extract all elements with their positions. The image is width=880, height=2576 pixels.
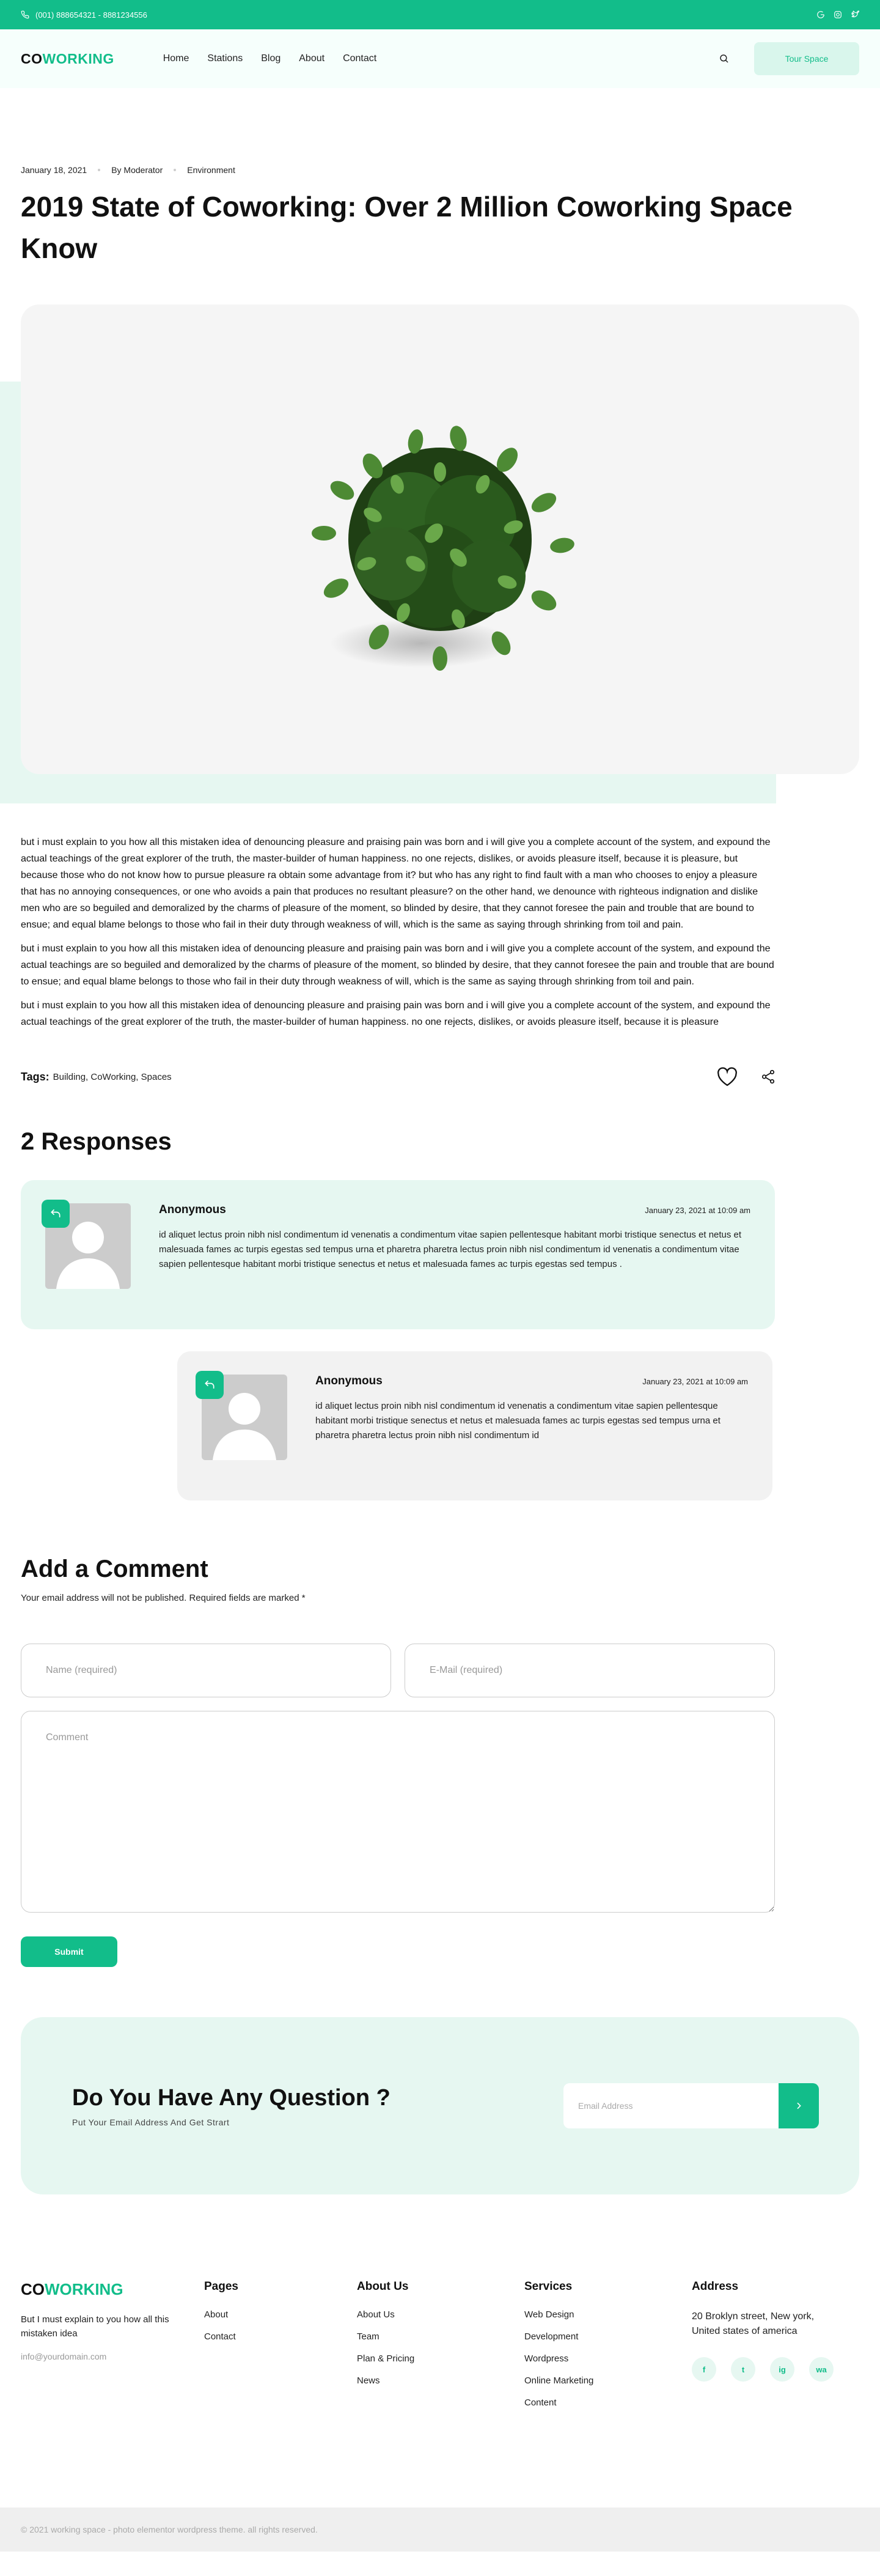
add-comment-title: Add a Comment: [21, 1556, 208, 1582]
name-field[interactable]: [21, 1644, 391, 1697]
article-meta: [21, 165, 859, 175]
article-author[interactable]: By Moderator: [111, 165, 163, 175]
footer-logo-co: CO: [21, 2280, 45, 2298]
email-field[interactable]: [405, 1644, 775, 1697]
site-logo[interactable]: [21, 51, 114, 67]
footer-aboutus-links: [357, 2309, 414, 2386]
responses-title: 2 Responses: [21, 1128, 172, 1155]
topbar: [0, 0, 880, 29]
topbar-phone[interactable]: [21, 10, 147, 20]
copyright-text: © 2021 working space - photo elementor wordpress theme. all rights reserved.: [21, 2525, 318, 2534]
comment-date: January 23, 2021 at 10:09 am: [642, 1376, 748, 1386]
whatsapp-icon[interactable]: wa: [809, 2357, 834, 2382]
footer-address: [692, 2280, 834, 2382]
nav-blog[interactable]: Blog: [261, 53, 281, 64]
post-actions: [716, 1067, 776, 1087]
instagram-icon[interactable]: [834, 10, 842, 19]
tour-space-button[interactable]: Tour Space: [754, 42, 859, 75]
footer-about: But I must explain to you how all this mistaken idea: [21, 2314, 169, 2339]
comment-header: [315, 1375, 748, 1388]
footer-link[interactable]: Plan & Pricing: [357, 2353, 415, 2364]
main-nav: [163, 53, 376, 64]
copyright-bar: [0, 2508, 880, 2552]
comment-card: [21, 1180, 775, 1329]
newsletter-section: [21, 2017, 859, 2194]
footer-pages: [204, 2280, 238, 2353]
article-title: 2019 State of Coworking: Over 2 Million Coworking Space Know: [21, 191, 793, 264]
nav-contact[interactable]: Contact: [343, 53, 377, 64]
footer-aboutus: [357, 2280, 414, 2397]
tags-row: [0, 1067, 797, 1087]
chevron-right-icon: [794, 2101, 804, 2111]
tags-label: Tags:: [21, 1070, 50, 1083]
search-icon[interactable]: [719, 53, 730, 64]
footer-pages-links: [204, 2309, 238, 2342]
newsletter-form: [563, 2083, 819, 2128]
tags-list[interactable]: Building, CoWorking, Spaces: [53, 1071, 172, 1082]
comment-author: Anonymous: [159, 1203, 226, 1216]
footer-pages-title: Pages: [204, 2280, 238, 2293]
instagram-icon[interactable]: ig: [770, 2357, 794, 2382]
footer-address-title: Address: [692, 2280, 739, 2293]
heart-icon[interactable]: [716, 1067, 738, 1087]
phone-number: (001) 888654321 - 8881234556: [35, 10, 147, 20]
comment-content: [159, 1203, 750, 1306]
comment-textarea[interactable]: [21, 1711, 775, 1913]
meta-separator: [98, 169, 100, 171]
newsletter-submit-button[interactable]: [779, 2083, 819, 2128]
article-paragraph: but i must explain to you how all this mistaken idea of denouncing pleasure and praising pain was born and i will give you a complete account of the system, and expound the actual teachings of the great explorer of the truth, the master-builder of human happiness. no one rejects, dislikes, or avoids pleasure itself, because it is pleasure, but because those who do not know how to pursue pleasure ra obtain some advantage from it? but who has any right to find fault with a man who chooses to enjoy a pleasure that has no annoying consequences, or one who avoids a pain that produces no resultant pleasure? on the other hand, we denounce with righteous indignation and dislike men who are so beguiled and demoralized by the charms of pleasure of the moment, so blinded by desire, that they cannot foresee the pain and trouble that are bound to ensue; and equal blame belongs to those who fail in their duty through weakness of will, which is the same as saying through shrinking from toil and pain.: [21, 837, 771, 930]
reply-icon: [50, 1208, 62, 1220]
footer-link[interactable]: Web Design: [524, 2309, 574, 2320]
article-body: [0, 806, 797, 1030]
phone-icon: [21, 10, 29, 19]
comment-content: [315, 1375, 748, 1477]
footer-services-title: Services: [524, 2280, 573, 2293]
footer-services-links: [524, 2309, 593, 2408]
logo-co: CO: [21, 50, 43, 67]
article-paragraph: but i must explain to you how all this mistaken idea of denouncing pleasure and praising pain was born and i will give you a complete account of the system, and expound the actual teachings are so beguiled and demoralized by the charms of pleasure of the moment, so blinded by desire, that they cannot foresee the pain and trouble that are bound to ensue; and equal blame belongs to those who fail in their duty through weakness of will, which is the same as saying through shrinking from toil and pain.: [21, 943, 774, 987]
hero-image: [21, 304, 859, 774]
footer-link[interactable]: Contact: [204, 2331, 236, 2342]
footer-link[interactable]: Development: [524, 2331, 579, 2342]
google-icon[interactable]: [816, 10, 825, 19]
article-date[interactable]: January 18, 2021: [21, 165, 87, 175]
twitter-icon[interactable]: [851, 10, 859, 19]
reply-button[interactable]: [42, 1200, 70, 1228]
comment-text: id aliquet lectus proin nibh nisl condimentum id venenatis a condimentum vitae sapien pellentesque habitant morbi tristique senectus et netus et malesuada fames ac turpis egestas sed tempus urna et pharetra pharetra lectus proin nibh nisl condimentum id: [315, 1401, 721, 1441]
footer-logo-working: WORKING: [45, 2280, 123, 2298]
footer-link[interactable]: Content: [524, 2397, 557, 2408]
article-header: [0, 88, 880, 269]
site-footer: [0, 2280, 880, 2476]
comment-header: [159, 1203, 750, 1217]
form-row: [21, 1644, 776, 1697]
comment-card-reply: [177, 1351, 772, 1500]
header-actions: [719, 42, 859, 75]
logo-working: WORKING: [42, 50, 114, 67]
footer-link[interactable]: Online Marketing: [524, 2375, 594, 2386]
footer-email[interactable]: info@yourdomain.com: [21, 2352, 107, 2361]
newsletter-subtitle: Put Your Email Address And Get Strart: [72, 2117, 230, 2127]
footer-link[interactable]: About: [204, 2309, 229, 2320]
comment-date: January 23, 2021 at 10:09 am: [645, 1205, 750, 1215]
comment-author: Anonymous: [315, 1375, 383, 1387]
newsletter-email-input[interactable]: [563, 2083, 779, 2128]
nav-home[interactable]: Home: [163, 53, 189, 64]
add-comment-note: Your email address will not be published. Required fields are marked *: [21, 1593, 306, 1603]
footer-link[interactable]: About Us: [357, 2309, 395, 2320]
comment-form: [0, 1644, 797, 1967]
meta-separator: [174, 169, 176, 171]
site-header: [0, 29, 880, 88]
twitter-icon[interactable]: t: [731, 2357, 755, 2382]
facebook-icon[interactable]: f: [692, 2357, 716, 2382]
reply-button[interactable]: [196, 1371, 224, 1399]
nav-about[interactable]: About: [299, 53, 325, 64]
comment-text: id aliquet lectus proin nibh nisl condimentum id venenatis a condimentum vitae sapien pellentesque habitant morbi tristique senectus et netus et malesuada fames ac turpis egestas sed tempus urna et pharetra pharetra lectus proin nibh nisl condimentum id venenatis a condimentum vitae sapien pellentesque habitant morbi tristique senectus et netus et malesuada fames ac turpis egestas sed tempus .: [159, 1230, 742, 1269]
nav-stations[interactable]: Stations: [207, 53, 243, 64]
footer-link[interactable]: News: [357, 2375, 380, 2386]
footer-brand: [21, 2280, 180, 2361]
hero-section: [0, 304, 880, 806]
submit-button[interactable]: Submit: [21, 1936, 117, 1967]
footer-logo[interactable]: [21, 2280, 180, 2299]
article-paragraph: but i must explain to you how all this mistaken idea of denouncing pleasure and praising pain was born and i will give you a complete account of the system, and expound the actual teachings of the great explorer of the truth, the master-builder of human happiness. no one rejects, dislikes, or avoids pleasure itself, because it is pleasure: [21, 1000, 771, 1027]
footer-address-text: 20 Broklyn street, New york, United states of america: [692, 2311, 815, 2336]
newsletter-text: [72, 2085, 391, 2127]
footer-link[interactable]: Team: [357, 2331, 380, 2342]
footer-socials: [692, 2357, 834, 2382]
footer-link[interactable]: Wordpress: [524, 2353, 569, 2364]
newsletter-title: Do You Have Any Question ?: [72, 2084, 391, 2111]
topbar-socials: [816, 10, 859, 19]
footer-services: [524, 2280, 593, 2419]
footer-aboutus-title: About Us: [357, 2280, 409, 2293]
article-category[interactable]: Environment: [187, 165, 235, 175]
share-icon[interactable]: [760, 1068, 776, 1085]
reply-icon: [204, 1379, 216, 1391]
plant-illustration: [275, 380, 605, 698]
